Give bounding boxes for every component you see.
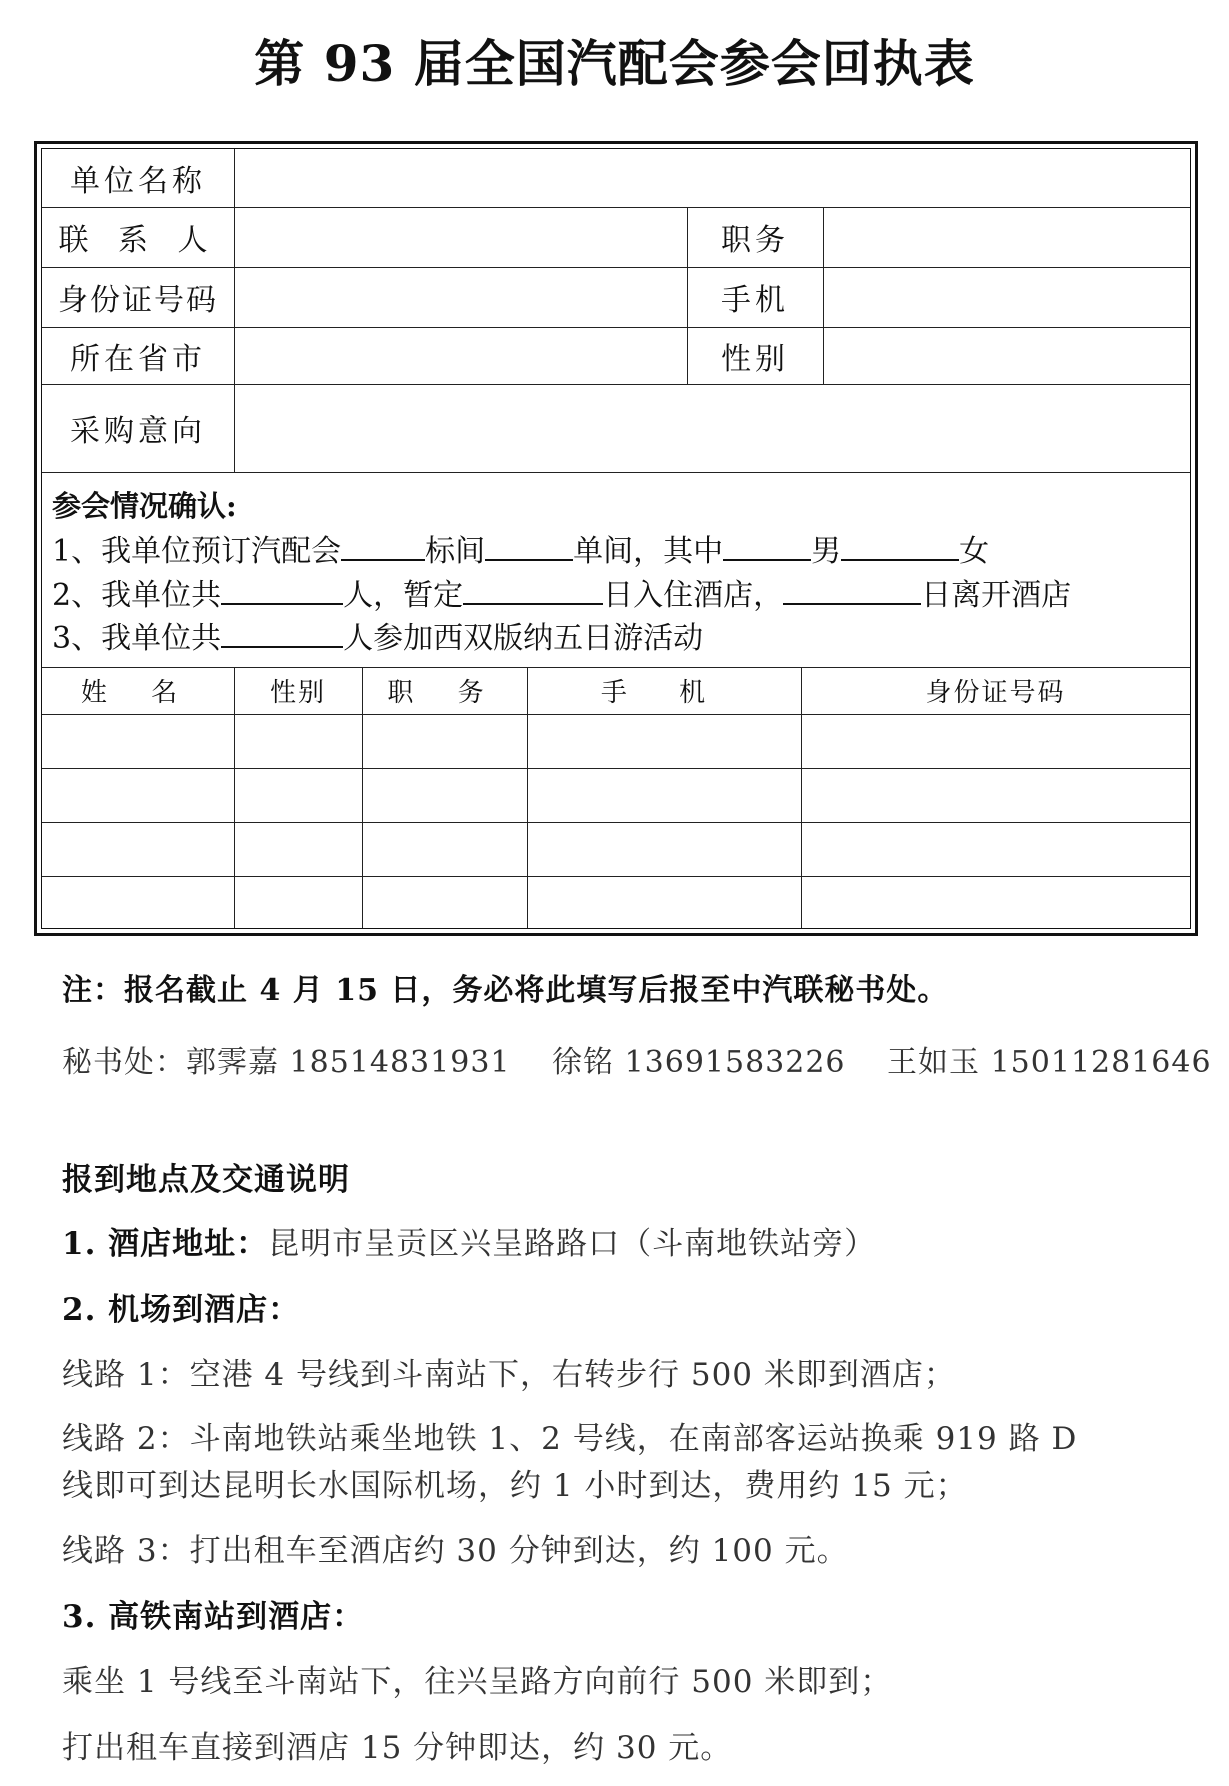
attendee-cell[interactable] — [802, 769, 1190, 822]
gender-field[interactable] — [824, 327, 1190, 384]
deadline-note: 注：报名截止 4 月 15 日，务必将此填写后报至中汽联秘书处。 — [62, 973, 949, 1008]
line-text: 女 — [959, 534, 990, 569]
hotel-address: 昆明市呈贡区兴呈路路口（斗南地铁站旁） — [268, 1226, 877, 1262]
attendee-cell[interactable] — [802, 877, 1190, 930]
attendee-cell[interactable] — [528, 769, 801, 822]
hotel-address-line — [62, 1218, 876, 1263]
attendee-cell[interactable] — [363, 769, 527, 822]
attendee-cell[interactable] — [43, 823, 234, 876]
attendee-cell[interactable] — [235, 715, 362, 768]
attendee-cell[interactable] — [528, 877, 801, 930]
attendee-cell[interactable] — [43, 715, 234, 768]
line-text: 2、我单位共 — [52, 578, 222, 613]
line-text: 1、我单位预订汽配会 — [52, 534, 342, 569]
route-2-line-2: 线即可到达昆明长水国际机场，约 1 小时到达，费用约 15 元； — [62, 1468, 968, 1504]
confirm-line-2 — [52, 570, 1071, 614]
id-number-label: 身份证号码 — [58, 283, 218, 318]
attendee-cell[interactable] — [363, 877, 527, 930]
header-id-number: 身份证号码 — [925, 678, 1066, 708]
form-inner-border — [41, 148, 1191, 929]
route-3: 线路 3：打出租车至酒店约 30 分钟到达，约 100 元。 — [62, 1533, 849, 1569]
attendee-cell[interactable] — [235, 823, 362, 876]
attendee-cell[interactable] — [528, 715, 801, 768]
unit-name-label: 单位名称 — [70, 164, 206, 199]
attendee-cell[interactable] — [235, 769, 362, 822]
attendee-cell[interactable] — [363, 823, 527, 876]
page-title: 第 93 届全国汽配会参会回执表 — [254, 34, 975, 93]
rail-route-1: 乘坐 1 号线至斗南站下，往兴呈路方向前行 500 米即到； — [62, 1664, 893, 1700]
line-text: 标间 — [425, 534, 486, 569]
position-field[interactable] — [824, 207, 1190, 267]
directions-heading: 报到地点及交通说明 — [62, 1162, 350, 1198]
rail-route-2: 打出租车直接到酒店 15 分钟即达，约 30 元。 — [62, 1730, 733, 1766]
attendee-cell[interactable] — [802, 715, 1190, 768]
line-text: 人，暂定 — [343, 578, 464, 613]
line-text: 人参加西双版纳五日游活动 — [343, 621, 704, 656]
male-blank[interactable] — [723, 529, 811, 561]
attendee-cell[interactable] — [363, 715, 527, 768]
header-mobile: 手 机 — [600, 678, 728, 708]
attendee-cell[interactable] — [802, 823, 1190, 876]
confirm-line-3 — [52, 613, 703, 657]
rail-heading: 3. 高铁南站到酒店： — [62, 1599, 365, 1635]
secretariat-contacts: 秘书处：郭霁嘉 18514831931 徐铭 13691583226 王如玉 15011281646 — [62, 1045, 1212, 1080]
province-city-label: 所在省市 — [70, 341, 206, 377]
unit-name-field[interactable] — [235, 149, 1190, 207]
header-gender: 性别 — [269, 678, 326, 708]
confirm-line-1 — [52, 526, 989, 570]
standard-room-blank[interactable] — [341, 529, 425, 561]
line-text: 男 — [811, 534, 842, 569]
line-text: 单间，其中 — [573, 534, 724, 569]
tour-count-blank[interactable] — [221, 616, 343, 648]
line-text: 3、我单位共 — [52, 621, 222, 656]
route-2-line-1: 线路 2：斗南地铁站乘坐地铁 1、2 号线，在南部客运站换乘 919 路 D — [62, 1421, 1078, 1457]
airport-heading: 2. 机场到酒店： — [62, 1292, 301, 1328]
position-label: 职务 — [721, 223, 789, 258]
attendee-cell[interactable] — [43, 877, 234, 930]
female-blank[interactable] — [841, 529, 959, 561]
contact-label: 联 系 人 — [58, 223, 218, 258]
divider — [42, 472, 1190, 473]
purchase-intent-label: 采购意向 — [70, 414, 206, 449]
people-count-blank[interactable] — [221, 573, 343, 605]
confirm-heading: 参会情况确认: — [52, 489, 237, 523]
header-position: 职 务 — [387, 678, 502, 708]
mobile-label: 手机 — [721, 283, 789, 318]
attendee-cell[interactable] — [43, 769, 234, 822]
registration-form — [34, 141, 1198, 936]
line-text: 日离开酒店 — [921, 578, 1072, 613]
mobile-field[interactable] — [824, 267, 1190, 327]
attendee-cell[interactable] — [235, 877, 362, 930]
hotel-label: 1. 酒店地址： — [62, 1226, 269, 1262]
line-text: 日入住酒店， — [603, 578, 784, 613]
purchase-intent-field[interactable] — [235, 384, 1190, 472]
checkout-date-blank[interactable] — [783, 573, 921, 605]
single-room-blank[interactable] — [485, 529, 573, 561]
contact-field[interactable] — [235, 207, 687, 267]
checkin-date-blank[interactable] — [463, 573, 603, 605]
id-number-field[interactable] — [235, 267, 687, 327]
route-1: 线路 1：空港 4 号线到斗南站下，右转步行 500 米即到酒店； — [62, 1357, 956, 1393]
gender-label: 性别 — [721, 341, 789, 377]
province-city-field[interactable] — [235, 327, 687, 384]
attendee-cell[interactable] — [528, 823, 801, 876]
header-name: 姓 名 — [80, 678, 196, 708]
